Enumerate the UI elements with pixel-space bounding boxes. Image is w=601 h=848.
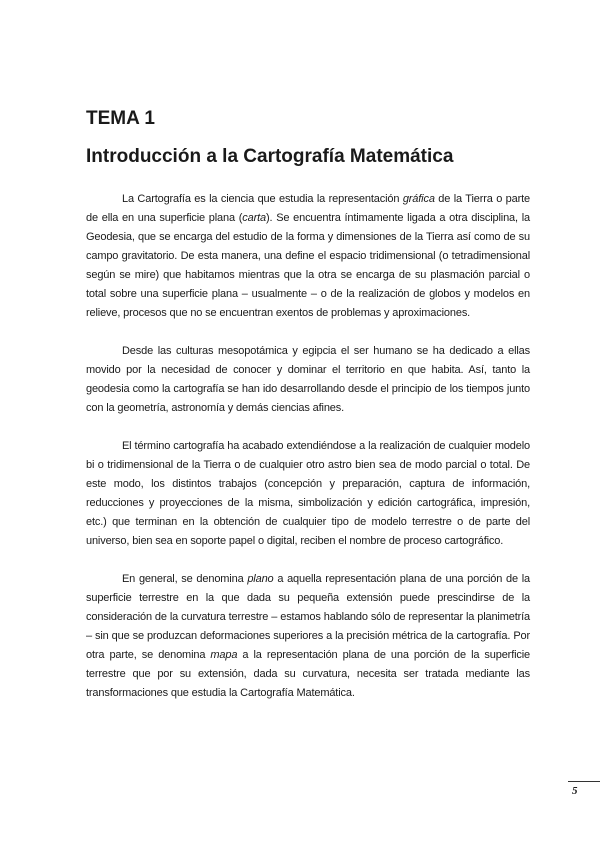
footer-rule — [568, 781, 600, 782]
paragraph-4-text-c: a la representación plana de una porción de la superficie terrestre que por su extensión, dada su curvatura, necesita ser tratada mediante las transformaciones que estudia la Cartografía Matemática. — [86, 649, 531, 699]
chapter-heading — [86, 104, 536, 172]
paragraph-1-text-c: ). Se encuentra íntimamente ligada a otra disciplina, la Geodesia, que se encarga del estudio de la forma y dimensiones de la Tierra así como de su campo gravitatorio. De esta manera, una define el espacio tridimensional (o tetradimensional según se mire) que habitamos mientras que la otra se encarga de su plasmación parcial o total sobre una superficie plana – usualmente – o de la realización de globos y modelos en relieve, procesos que no se encuentran exentos de problemas y aproximaciones. — [86, 212, 530, 319]
paragraph-1-italic-grafica: gráfica — [402, 193, 435, 205]
paragraph-1-italic-carta: carta — [242, 212, 266, 224]
paragraph-3: El término cartografía ha acabado extendiéndose a la realización de cualquier modelo bi o tridimensional de la Tierra o de cualquier otro astro bien sea de modo parcial o total. De este modo, los distintos trabajos (concepción y preparación, captura de información, reducciones y proyecciones de la misma, simbolización y edición cartográfica, impresión, etc.) que terminan en la obtención de cualquier tipo de modelo terrestre o de parte del universo, bien sea en soporte papel o digital, reciben el nombre de proceso cartográfico. — [86, 440, 530, 547]
page-number: 5 — [572, 785, 578, 797]
paragraph-1-text-a: La Cartografía es la ciencia que estudia la representación — [122, 193, 403, 205]
paragraph-1 — [86, 190, 530, 323]
paragraph-4 — [86, 570, 530, 703]
paragraph-4-italic-plano: plano — [247, 573, 274, 585]
tema-label: TEMA 1 — [86, 108, 155, 129]
paragraph-1-text-b: de la Tierra o parte de ella en una superficie plana ( — [86, 193, 530, 224]
chapter-title: Introducción a la Cartografía Matemática — [86, 146, 454, 167]
paragraph-4-italic-mapa: mapa — [210, 649, 238, 661]
paragraph-4-text-a: En general, se denomina — [122, 573, 248, 585]
paragraph-2: Desde las culturas mesopotámica y egipcia el ser humano se ha dedicado a ellas movido por la necesidad de conocer y dominar el territorio en que habita. Así, tanto la geodesia como la cartografía se han ido desarrollando desde el principio de los tiempos junto con la geometría, astronomía y demás ciencias afines. — [86, 345, 530, 414]
paragraph-4-text-b: a aquella representación plana de una porción de la superficie terrestre en la que dada su pequeña extensión puede prescindirse de la consideración de la curvatura terrestre – estamos hablando sólo de representar la planimetría – sin que se produzcan deformaciones superiores a la precisión métrica de la cartografía. Por otra parte, se denomina — [86, 573, 530, 661]
body-text — [86, 190, 530, 722]
